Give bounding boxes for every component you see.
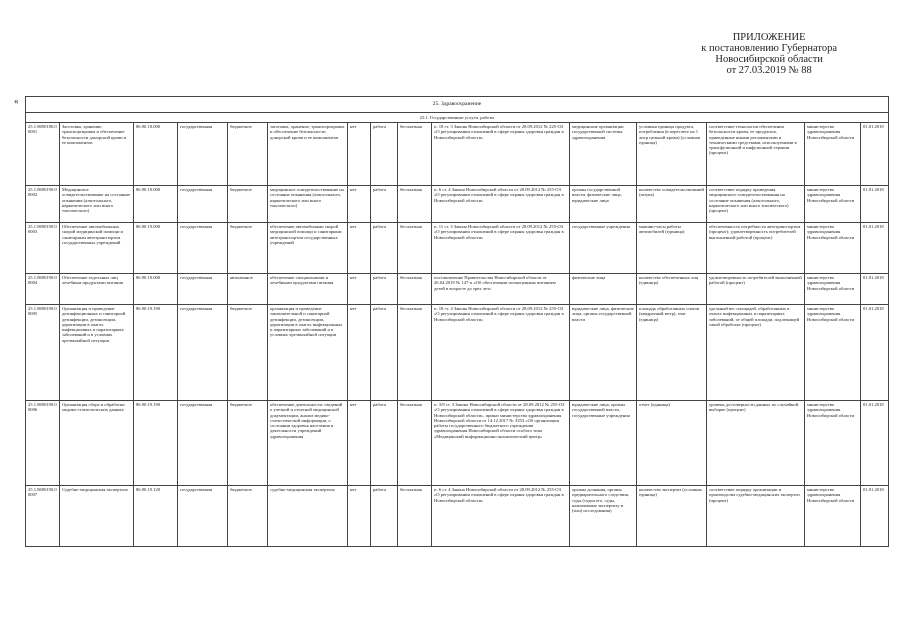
cell-free: бесплатная: [398, 186, 432, 223]
appendix-date: от 27.03.2019 № 88: [726, 65, 812, 76]
cell-authority: министерство здравоохранения Новосибирской области: [805, 486, 861, 547]
appendix-decree: к постановлению Губернатора: [701, 43, 837, 54]
cell-consumers: государственные учреждения: [570, 223, 637, 274]
cell-law: п. 6 ст. 4 Закона Новосибирской области от 28.09.2012 № 255-ОЗ «О регулировании отношений в сфере охраны здоровья граждан в Новосибирской области»: [432, 186, 570, 223]
cell-authority: министерство здравоохранения Новосибирской области: [805, 223, 861, 274]
cell-volume: машино-часы работы автомобилей (единица): [637, 223, 707, 274]
cell-quality: удовлетворенность потребителей выполненной работой (процент): [707, 274, 805, 305]
table-row: [26, 186, 889, 223]
cell-authority: министерство здравоохранения Новосибирской области: [805, 186, 861, 223]
cell-paid: нет: [348, 486, 371, 547]
cell-authority: министерство здравоохранения Новосибирской области: [805, 274, 861, 305]
cell-free: бесплатная: [398, 401, 432, 486]
cell-kind: работа: [371, 223, 398, 274]
cell-okved: 86.90.19.000: [134, 223, 178, 274]
cell-content: обеспечение деятельности: сведений о учетной и отчетной медицинской документации, анализ медико-статистической информации, о состоянии здоровья населения и деятельности учреждений здравоохранения: [268, 401, 348, 486]
table-row: [26, 223, 889, 274]
cell-paid: нет: [348, 186, 371, 223]
cell-consumers: органы дознания, органы предварительного следствия, суды (судьи его, суды, назначенные экспертизу и (или) исследования): [570, 486, 637, 547]
cell-paid: нет: [348, 123, 371, 186]
cell-type: государственная: [178, 223, 228, 274]
cell-name: Организация сбора и обработки медико-статистических данных: [60, 401, 134, 486]
cell-inst: бюджетное: [228, 223, 268, 274]
cell-consumers: физические лица: [570, 274, 637, 305]
cell-volume: количество обеспеченных лиц (единица): [637, 274, 707, 305]
cell-date: 01.01.2018: [861, 274, 889, 305]
cell-inst: бюджетное: [228, 401, 268, 486]
cell-quality: обеспеченность потребности автотранспортом (процент); удовлетворенность потребителей выполненной работой (процент): [707, 223, 805, 274]
appendix-header: [701, 32, 837, 76]
services-table: [25, 96, 889, 547]
cell-name: Заготовка, хранение, транспортировка и обеспечение безопасности донорской крови и ее компонентов: [60, 123, 134, 186]
cell-code: 25.1.8690190.00007: [26, 486, 60, 547]
cell-content: организация и проведение заключительной и санитарной дезинфекции, дезинсекции, дератизации в очагах инфекционных и паразитарных заболеваний и в условиях чрезвычайной ситуации: [268, 305, 348, 401]
table-row: [26, 274, 889, 305]
cell-law: п. 18 ст. 3 Закона Новосибирской области от 28.09.2012 № 225-ОЗ «О регулировании отношений в сфере охраны здоровья граждан в Новосибирской области»: [432, 123, 570, 186]
cell-okved: 86.90.19.120: [134, 486, 178, 547]
cell-law: п. 18 ст. 4 Закона Новосибирской области от 28.09.2012 № 255-ОЗ «О регулировании отношений в сфере охраны здоровья граждан в Новосибирской области»: [432, 305, 570, 401]
subsection-row: [26, 113, 889, 123]
cell-okved: 86.90.18.000: [134, 123, 178, 186]
cell-content: медицинское освидетельствование на состояние опьянения (алкогольного, наркотического или иного токсического): [268, 186, 348, 223]
cell-law: постановление Правительства Новосибирской области от 26.04.2019 № 147-п «Об обеспечении полноценным питанием детей в возрасте до трех лет»: [432, 274, 570, 305]
cell-kind: работа: [371, 186, 398, 223]
cell-law: п. 11 ст. 3 Закона Новосибирской области от 28.09.2012 № 255-ОЗ «О регулировании отношений в сфере охраны здоровья граждан в Новосибирской области»: [432, 223, 570, 274]
cell-date: 01.01.2018: [861, 223, 889, 274]
cell-authority: министерство здравоохранения Новосибирской области: [805, 305, 861, 401]
table-row: [26, 401, 889, 486]
cell-date: 01.01.2018: [861, 186, 889, 223]
cell-volume: количество освидетельствований (штука): [637, 186, 707, 223]
appendix-region: Новосибирской области: [715, 54, 823, 65]
cell-code: 25.1.8690190.00003: [26, 223, 60, 274]
cell-content: обеспечение специальными и лечебными продуктами питания: [268, 274, 348, 305]
cell-kind: работа: [371, 401, 398, 486]
cell-volume: количество экспертиз (условная единица): [637, 486, 707, 547]
cell-paid: нет: [348, 401, 371, 486]
cell-quality: соответствие технологии обеспечения безопасности крови, ее продуктов, приведенные иными регламентами и техническими средствами, используемыми в трансфузионной и инфузионной терапии (процент): [707, 123, 805, 186]
cell-type: государственная: [178, 123, 228, 186]
cell-free: бесплатная: [398, 486, 432, 547]
cell-code: 25.1.8690190.00004: [26, 274, 60, 305]
cell-type: государственная: [178, 274, 228, 305]
cell-inst: бюджетное: [228, 186, 268, 223]
cell-volume: отчет (единица): [637, 401, 707, 486]
cell-date: 01.01.2018: [861, 486, 889, 547]
cell-okved: 86.90.19.190: [134, 401, 178, 486]
cell-free: бесплатная: [398, 123, 432, 186]
appendix-title: ПРИЛОЖЕНИЕ: [732, 32, 806, 43]
cell-free: бесплатная: [398, 274, 432, 305]
cell-name: Обеспечение автомобильных скорой медицинской помощи и санитарным автотранспортом государственных учреждений: [60, 223, 134, 274]
cell-content: заготовка, хранение, транспортировка и обеспечение безопасности донорской крови и ее компонентов: [268, 123, 348, 186]
cell-kind: работа: [371, 486, 398, 547]
cell-type: государственная: [178, 305, 228, 401]
cell-type: государственная: [178, 486, 228, 547]
cell-volume: площадь обработанных очагов (квадратный метр), очаг (единица): [637, 305, 707, 401]
table-row: [26, 305, 889, 401]
cell-date: 01.01.2018: [861, 305, 889, 401]
section-row: [26, 97, 889, 113]
cell-consumers: юридические лица, физические лица, органы государственной власти: [570, 305, 637, 401]
cell-inst: бюджетное: [228, 305, 268, 401]
table-row: [26, 486, 889, 547]
cell-quality: уровень достоверности данных по случайной выборке (процент): [707, 401, 805, 486]
cell-consumers: юридические лица, органы государственной власти, государственные учреждения: [570, 401, 637, 486]
cell-name: Обеспечение отдельных лиц лечебным продуктами питания: [60, 274, 134, 305]
cell-okved: 86.90.19.000: [134, 274, 178, 305]
subsection-title: 25.1. Государственные услуги, работы: [26, 113, 889, 123]
cell-okved: 86.90.19.190: [134, 305, 178, 401]
cell-paid: нет: [348, 305, 371, 401]
cell-paid: нет: [348, 274, 371, 305]
cell-volume: условная единица продукта, потребления (в пересчете на 1 литр цельной крови) (условная единица): [637, 123, 707, 186]
opening-quote: «: [14, 96, 19, 106]
cell-name: Медицинское освидетельствование на состояние опьянения (алкогольного, наркотического или иного токсического): [60, 186, 134, 223]
cell-kind: работа: [371, 305, 398, 401]
cell-inst: бюджетное: [228, 123, 268, 186]
cell-free: бесплатная: [398, 305, 432, 401]
cell-name: Организация и проведение дезинфекционных и санитарной дезинфекции, дезинсекции, дератизации в очагах инфекционных и паразитарных заболеваний и в условиях чрезвычайной ситуации: [60, 305, 134, 401]
cell-content: судебно-медицинская экспертиза: [268, 486, 348, 547]
cell-kind: работа: [371, 123, 398, 186]
section-title: 25. Здравоохранение: [26, 97, 889, 113]
cell-authority: министерство здравоохранения Новосибирской области: [805, 123, 861, 186]
cell-type: государственная: [178, 186, 228, 223]
cell-kind: работа: [371, 274, 398, 305]
cell-date: 01.01.2018: [861, 123, 889, 186]
cell-name: Судебно-медицинская экспертиза: [60, 486, 134, 547]
cell-okved: 86.90.19.000: [134, 186, 178, 223]
cell-code: 25.1.8690190.00005: [26, 305, 60, 401]
cell-consumers: медицинские организации государственной системы здравоохранения: [570, 123, 637, 186]
cell-inst: бюджетное: [228, 486, 268, 547]
cell-code: 25.1.8690190.00006: [26, 401, 60, 486]
table-row: [26, 123, 889, 186]
cell-type: государственная: [178, 401, 228, 486]
cell-quality: соответствие порядку проведения медицинского освидетельствования на состояние опьянения (алкогольного, наркотического или иного токсического) (процент): [707, 186, 805, 223]
cell-free: бесплатная: [398, 223, 432, 274]
cell-authority: министерство здравоохранения Новосибирской области: [805, 401, 861, 486]
cell-law: п. 6 ст. 4 Закона Новосибирской области от 28.09.2012 № 255-ОЗ «О регулировании отношений в сфере охраны здоровья граждан в Новосибирской области»: [432, 486, 570, 547]
cell-code: 25.1.8690180.00001: [26, 123, 60, 186]
cell-consumers: органы государственной власти, физические лица, юридические лица: [570, 186, 637, 223]
cell-paid: нет: [348, 223, 371, 274]
cell-date: 01.01.2018: [861, 401, 889, 486]
cell-quality: удельный вес площадей, обработанных в очагах инфекционных и паразитарных заболеваний, от общей площади, подлежащей такой обработке (процент): [707, 305, 805, 401]
cell-inst: автономное: [228, 274, 268, 305]
cell-law: п. 3/8 ст. 3 Закона Новосибирской области от 28.09.2012 № 255-ОЗ «О регулировании отношений в сфере охраны здоровья граждан в Новосибирской области», приказ министерства здравоохранения Новосибирской области от 14.12.2017 № 3353 «Об организации работы государственного бюджетного учреждения здравоохранения Новосибирской области особого типа «Медицинский информационно-аналитический центр»: [432, 401, 570, 486]
cell-code: 25.1.8690190.00002: [26, 186, 60, 223]
cell-content: обеспечение автомобилями скорой медицинской помощи и санитарным автотранспортом государственных учреждений: [268, 223, 348, 274]
cell-quality: соответствие порядку организации и производства судебно-медицинских экспертиз (процент): [707, 486, 805, 547]
